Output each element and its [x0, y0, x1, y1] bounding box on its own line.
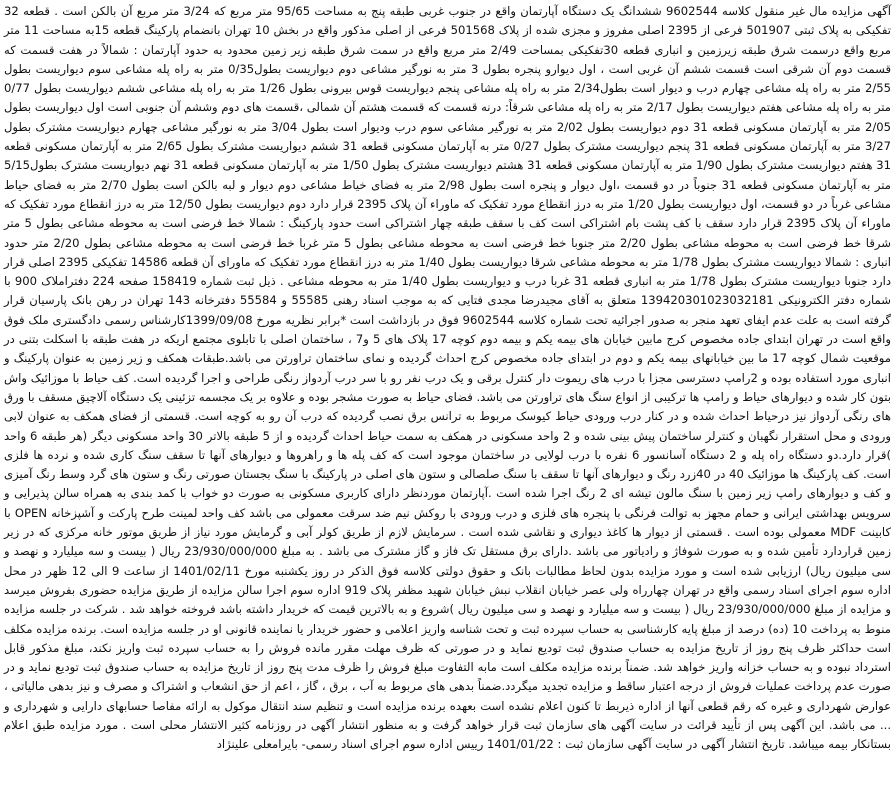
- notice-body-text: آگهی مزایده مال غیر منقول کلاسه 9602544 ششدانگ یک دستگاه آپارتمان واقع در جنوب غربی طبقه پنج به مساحت 95/65 متر مربع که 3/24 متر مربع آن بالکن است . قطعه 32 تفکیکی به پلاک ثبتی 501907 فرعی از 2395 اصلی مفروز و مجزی شده از پلاک 501568 فرعی از اصلی مذکور واقع در بخش 10 تهران بانضمام پارکینگ قطعه 15به مساحت 11 متر مربع واقع درسمت شرق طبقه زیرزمین و انباری قطعه 30تفکیکی بمساحت 2/49 متر مربع واقع در سمت شرق طبقه زیر زمین محدود به حدود آپارتمان : شمالاً در هفت قسمت که قسمت دوم آن شرقی است قسمت ششم آن غربی است ، اول دیوارو پنجره بطول 3 متر به نورگیر مشاعی دوم دیواریست بطول0/35 متر به راه پله مشاعی سوم دیواریست بطول 2/55 متر به راه پله مشاعی چهارم درب و دیوار است بطول2/34 متر به راه پله مشاعی پنجم دیواریست قوس بیرونی بطول 1/26 متر به راه پله مشاعی ششم دیواریست بطول 0/77 متر به راه پله مشاعی هفتم دیواریست بطول 2/17 متر به راه پله مشاعی شرقاً: درنه قسمت که قسمت هشتم آن شمالی ،قسمت های دوم وششم آن جنوبی است اول دیواریست بطول 2/05 متر به آپارتمان مسکونی قطعه 31 دوم دیواریست بطول 2/02 متر به نورگیر مشاعی سوم درب ودیوار است بطول 3/04 متر به نورگیر مشاعی چهارم دیواریست مشترک بطول 3/27 متر به آپارتمان مسکونی قطعه 31 پنجم دیواریست مشترک بطول 0/27 متر به آپارتمان مسکونی قطعه 31 ششم دیواریست مشترک بطول 2/65 متر به آپارتمان مسکونی قطعه 31 هفتم دیواریست مشترک بطول 1/90 متر به آپارتمان مسکونی قطعه 31 هشتم دیواریست مشترک بطول 1/50 متر به آپارتمان مسکونی قطعه 31 نهم دیواریست مشترک بطول5/15 متر به آپارتمان مسکونی قطعه 31 جنوباً در دو قسمت ،اول دیوار و پنجره است بطول 2/98 متر به فضای خیاط مشاعی دوم دیوار و لبه بالکن است بطول 2/70 متر به فضای حیاط مشاعی غرباً در دو قسمت، اول دیواریست بطول 1/20 متر به درز انقطاع مورد تفکیک که ماوراء آن پلاک 2395 قرار دارد دوم دیواریست بطول 12/50 متر به درز انقطاع مورد تفکیک که ماوراء آن پلاک 2395 قرار دارد سقف با کف پشت بام اشتراکی است کف با سقف طبقه چهار اشتراکی است حدود پارکینگ : شمالا خط فرضی است به محوطه مشاعی بطول 5 متر شرقا خط فرضی است به محوطه مشاعی بطول 2/20 متر جنوبا خط فرضی است به محوطه مشاعی بطول 5 متر غربا خط فرضی است به محوطه مشاعی بطول 2/20 متر حدود انباری : شمالا دیواریست مشترک بطول 1/78 متر به محوطه مشاعی شرقا دیواریست بطول 1/40 متر به درز انقطاع مورد تفکیک که ماورای آن قطعه 14586 تفکیکی 2395 اصلی قرار دارد جنوبا دیواریست مشترک بطول 1/78 متر به انباری قطعه 31 غربا درب و دیواریست بطول 1/40 متر به محوطه مشاعی . ذیل ثبت شماره 158419 صفحه 224 دفتراملاک 900 با شماره دفتر الکترونیکی 139420301023032181 متعلق به آقای مجیدرضا مجدی فتایی که به موجب اسناد رهنی 55585 و 55584 دفترخانه 143 تهران در رهن بانک پارسیان قرار گرفته است به علت عدم ایفای تعهد منجر به صدور اجرائیه تحت شماره کلاسه 9602544 فوق در بازداشت است *برابر نظریه مورخ 1399/09/08کارشناس رسمی دادگستری ملک فوق واقع است در تهران ابتدای جاده مخصوص کرج مابین خیابان های بیمه یکم و بیمه دوم کوچه 17 پلاک های 5 و7 ، ساختمان اصلی با تابلوی مجتمع اریکه در هفت طبقه با اسکلت بتنی در موقعیت شمال کوچه 17 ما بین خیابانهای بیمه یکم و دوم در ابتدای جاده مخصوص کرج احداث گردیده و نمای ساختمان تراورتن می باشد.طبقات همکف و زیر زمین به عنوان پارکینگ و انباری مورد استفاده بوده و 2رامپ دسترسی مجزا با درب های ریموت دار کنترل برقی و یک درب نفر رو با سر درب آردواز رنگی طراحی و اجرا گردیده است. کف حیاط با موزائیک واش بتون کار شده و دیوارهای حیاط و رامپ ها ترکیبی از انواع سنگ های تراورتن می باشد. فضای حیاط به صورت مشجر بوده و علاوه بر یک مجسمه تزئینی یک دستگاه آلاچیق مسقف با ورق های رنگی آردواز نیز درحیاط احداث شده و در کنار درب ورودی حیاط کیوسک مربوط به ترانس برق نصب گردیده که درب آن رو به کوچه است. قسمتی از فضای همکف به عنوان لابی ورودی و محل استقرار نگهبان و کنترلر ساختمان پیش بینی شده و 2 واحد مسکونی در همکف به سمت حیاط احداث گردیده و از 5 طبقه بالاتر 30 واحد مسکونی دیگر (هر طبقه 6 واحد )قرار دارد.دو دستگاه راه پله و 2 دستگاه آسانسور 6 نفره با درب لولایی در ساختمان موجود است که کف پله ها و راهروها و دیوارهای آنها تا سقف سنگ کاری شده و نرده ها فلزی است. کف پارکینگ ها موزائیک 40 در 40زرد رنگ و دیوارهای آنها تا سقف با سنگ صلصالی و ستون های اصلی در پارکینگ با سنگ بجستان صورتی رنگ و ستون های گرد وسط رنگ آمیزی و کف و دیوارهای رامپ زیر زمین با سنگ مالون تیشه ای 2 رنگ اجرا شده است .آپارتمان موردنظر دارای کاربری مسکونی به صورت دو خواب با کمد بندی به همراه سالن پذیرایی و سرویس بهداشتی ایرانی و حمام مجهز به توالت فرنگی با پنجره های فلزی و درب ورودی با روکش نیم ضد سرقت معمولی می باشد کف واحد لمینت طرح پارکت و آشپزخانه OPEN با کابینت MDF معمولی بوده است . قسمتی از دیوار ها کاغذ دیواری و نقاشی شده است . سرمایش لازم از طریق کولر آبی و گرمایش مورد نیاز از طریق موتور خانه مرکزی که در زیر زمین قراردارد تأمین شده و به صورت شوفاژ و رادیاتور می باشد .دارای برق مستقل تک فاز و گاز مشترک می باشد . به مبلغ 23/930/000/000 ریال ( بیست و سه میلیارد و نهصد و سی میلیون ریال) ارزیابی شده است و مورد مزایده بدون لحاظ مطالبات بانک و حقوق دولتی کلاسه فوق الذکر در روز یکشنبه مورخ 1401/02/11 از ساعت 9 الی 12 ظهر در محل اداره سوم اجرای اسناد رسمی واقع در تهران چهارراه ولی عصر خیابان انقلاب نبش خیابان شهید مظفر پلاک 919 اداره سوم اجرا سالن مزایده از طریق مزایده حضوری بفروش میرسد و مزایده از مبلغ 23/930/000/000 ریال ( بیست و سه میلیارد و نهصد و سی میلیون ریال )شروع و به بالاترین قیمت که خریدار داشته باشد فروخته خواهد شد . شرکت در جلسه مزایده منوط به پرداخت 10 (ده) درصد از مبلغ پایه کارشناسی به حساب سپرده ثبت و تحت شناسه واریز اعلامی و حضور خریدار یا نماینده قانونی او در جلسه مزایده است. برنده مزایده مکلف است حداکثر ظرف پنج روز از تاریخ مزایده به حساب صندوق ثبت تودیع نماید و در صورتی که ظرف مهلت مقرر مانده فروش را به حساب سپرده ثبت واریز نکند، مبلغ مذکور قابل استرداد نبوده و به حساب خزانه واریز خواهد شد. ضمناً برنده مزایده مکلف است مابه التفاوت مبلغ فروش را ظرف مدت پنج روز از تاریخ مزایده به حساب صندوق ثبت تودیع نماید و در صورت عدم پرداخت عملیات فروش از درجه اعتبار ساقط و مزایده تجدید میگردد.ضمناً بدهی های مربوط به آب ، برق ، گاز ، اعم از حق انشعاب و اشتراک و مصرف و نیز بدهی مالیاتی ، عوارض شهرداری و غیره که رقم قطعی آنها از اداره ذیربط تا کنون اعلام نشده است بعهده برنده مزایده است و تنظیم سند انتقال موکول به ارائه مفاصا حسابهای دارایی و شهرداری و ... می باشد. این آگهی پس از تأیید قرائت در سایت آگهی های سازمان ثبت قرار خواهد گرفت و به منظور انتشار آگهی در روزنامه کثیر الانتشار محلی است . مورد مزایده طبق اعلام بستانکار بیمه میباشد. تاریخ انتشار آگهی در سایت آگهی سازمان ثبت : 1401/01/22 رییس اداره سوم اجرای اسناد رسمی- بایرامعلی علینژاد: [3, 4, 892, 752]
